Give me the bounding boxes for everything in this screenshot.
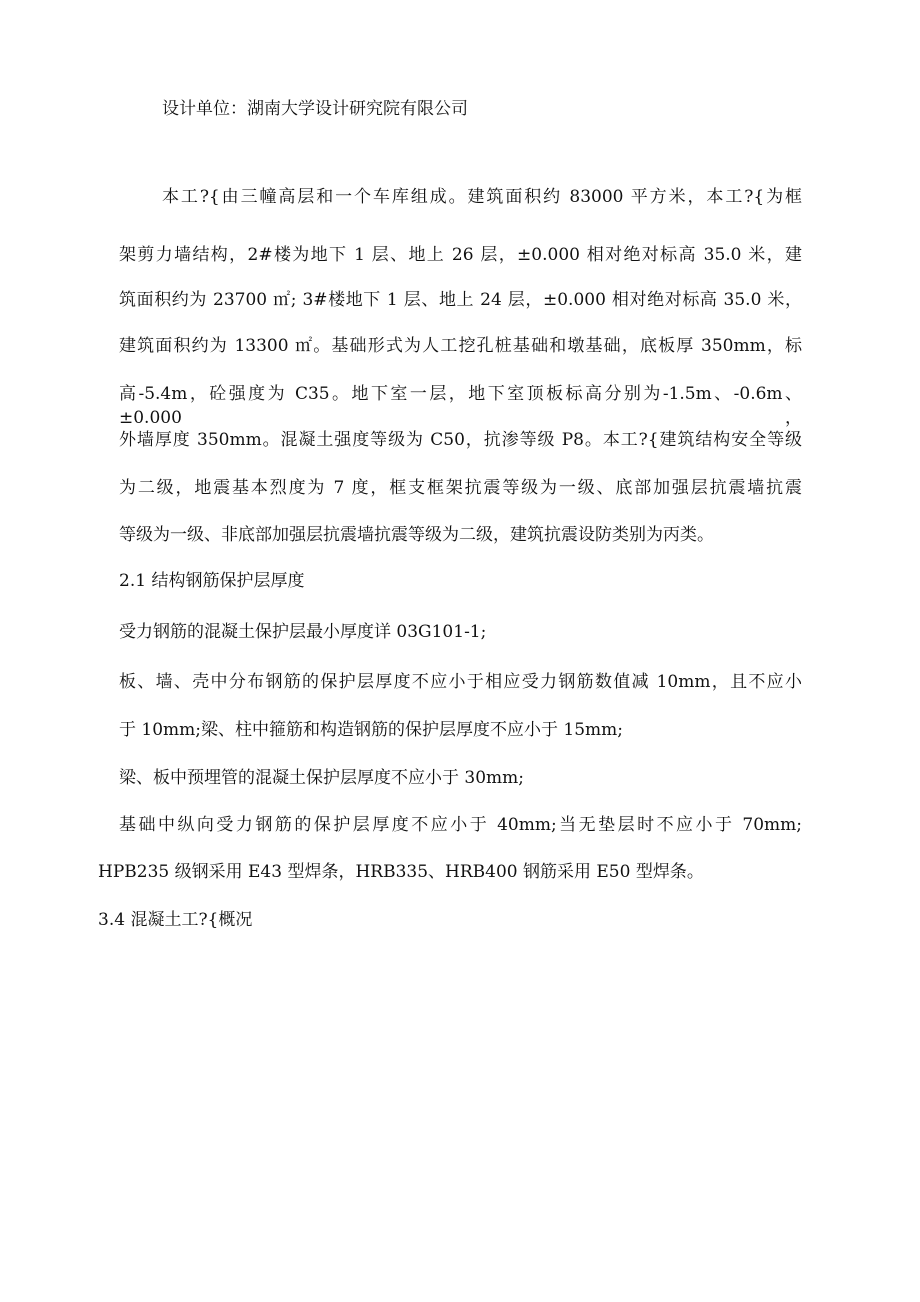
design-unit-line: 设计单位：湖南大学设计研究院有限公司	[162, 99, 468, 119]
section-2-1-line-4: 梁、板中预埋管的混凝土保护层厚度不应小于 30mm;	[119, 768, 525, 788]
overview-line-7: 为二级，地震基本烈度为 7 度，框支框架抗震等级为一级、底部加强层抗震墙抗震	[119, 478, 802, 498]
section-2-1-heading: 2.1 结构钢筋保护层厚度	[119, 571, 305, 591]
overview-line-4: 建筑面积约为 13300 ㎡。基础形式为人工挖孔桩基础和墩基础，底板厚 350mm，标	[119, 336, 802, 356]
section-3-4-heading: 3.4 混凝土工?{概况	[98, 910, 253, 930]
section-2-1-line-1: 受力钢筋的混凝土保护层最小厚度详 03G101-1;	[119, 622, 487, 642]
section-2-1-line-2: 板、墙、壳中分布钢筋的保护层厚度不应小于相应受力钢筋数值减 10mm，且不应小	[119, 672, 802, 692]
section-2-1-line-6: HPB235 级钢采用 E43 型焊条，HRB335、HRB400 钢筋采用 E50 型焊条。	[98, 862, 704, 882]
overview-line-5: 高-5.4m，砼强度为 C35。地下室一层，地下室顶板标高分别为-1.5m、-0.6m、±0.000，	[119, 384, 802, 428]
overview-line-3: 筑面积约为 23700 ㎡; 3#楼地下 1 层、地上 24 层，±0.000 相对绝对标高 35.0 米，	[119, 290, 802, 310]
overview-line-8: 等级为一级、非底部加强层抗震墙抗震等级为二级，建筑抗震设防类别为丙类。	[119, 525, 714, 545]
overview-line-1: 本工?{由三幢高层和一个车库组成。建筑面积约 83000 平方米，本工?{为框	[162, 187, 802, 207]
overview-line-2: 架剪力墙结构，2#楼为地下 1 层、地上 26 层，±0.000 相对绝对标高 35.0 米，建	[119, 245, 802, 265]
section-2-1-line-5: 基础中纵向受力钢筋的保护层厚度不应小于 40mm;当无垫层时不应小于 70mm;	[119, 815, 802, 835]
section-2-1-line-3: 于 10mm;梁、柱中箍筋和构造钢筋的保护层厚度不应小于 15mm;	[119, 720, 624, 740]
overview-line-6: 外墙厚度 350mm。混凝土强度等级为 C50，抗渗等级 P8。本工?{建筑结构安全等级	[119, 430, 802, 450]
